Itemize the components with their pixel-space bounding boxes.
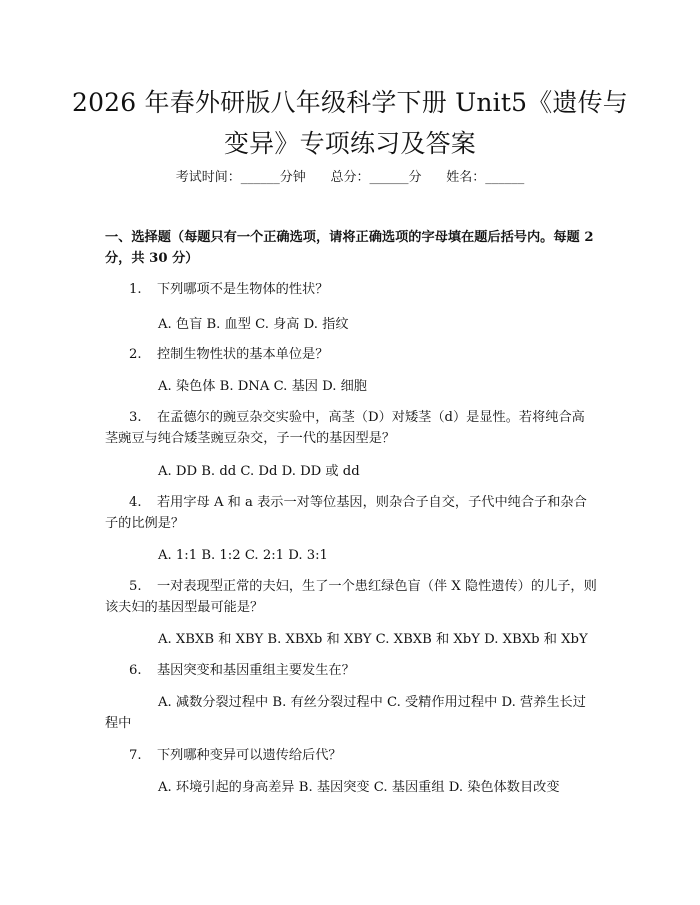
question-stem: 控制生物性状的基本单位是？ [157,347,329,362]
question-stem: 下列哪项不是生物体的性状？ [157,282,329,297]
question-number: 4. [129,495,142,510]
exam-info: 考试时间：______分钟 总分：______分 姓名：______ [175,170,525,185]
question-3 [105,407,597,449]
question-4-options: A. 1:1 B. 1:2 C. 2:1 D. 3:1 [158,548,328,563]
question-5 [105,576,597,618]
question-7 [105,745,597,766]
section-heading: 一、选择题（每题只有一个正确选项，请将正确选项的字母填在题后括号内。每题 2 分，共 30 分） [105,230,594,266]
question-7-options: A. 环境引起的身高差异 B. 基因突变 C. 基因重组 D. 染色体数目改变 [158,780,560,795]
question-stem: 一对表现型正常的夫妇，生了一个患红绿色盲（伴 X 隐性遗传）的儿子，则该夫妇的基因型最可能是？ [105,579,597,615]
document-title: 2026 年春外研版八年级科学下册 Unit5《遗传与变异》专项练习及答案 [71,88,629,158]
question-number: 3. [129,410,142,425]
question-number: 2. [129,347,142,362]
question-4 [105,492,597,534]
question-1 [105,279,597,300]
question-stem: 基因突变和基因重组主要发生在？ [157,663,355,678]
question-number: 1. [129,282,142,297]
question-stem: 下列哪种变异可以遗传给后代？ [157,748,342,763]
question-6-options: A. 减数分裂过程中 B. 有丝分裂过程中 C. 受精作用过程中 D. 营养生长过程中 [105,695,586,731]
question-stem: 在孟德尔的豌豆杂交实验中，高茎（D）对矮茎（d）是显性。若将纯合高茎豌豆与纯合矮茎豌豆杂交，子一代的基因型是？ [105,410,585,446]
question-6 [105,660,597,681]
question-number: 7. [129,748,142,763]
question-1-options: A. 色盲 B. 血型 C. 身高 D. 指纹 [158,317,349,332]
question-3-options: A. DD B. dd C. Dd D. DD 或 dd [158,464,360,479]
question-2 [105,344,597,365]
question-number: 6. [129,663,142,678]
question-2-options: A. 染色体 B. DNA C. 基因 D. 细胞 [158,379,367,394]
question-stem: 若用字母 A 和 a 表示一对等位基因，则杂合子自交，子代中纯合子和杂合子的比例是？ [105,495,587,531]
question-5-options: A. XBXB 和 XBY B. XBXb 和 XBY C. XBXB 和 XbY D. XBXb 和 XbY [158,632,588,647]
question-number: 5. [129,579,142,594]
